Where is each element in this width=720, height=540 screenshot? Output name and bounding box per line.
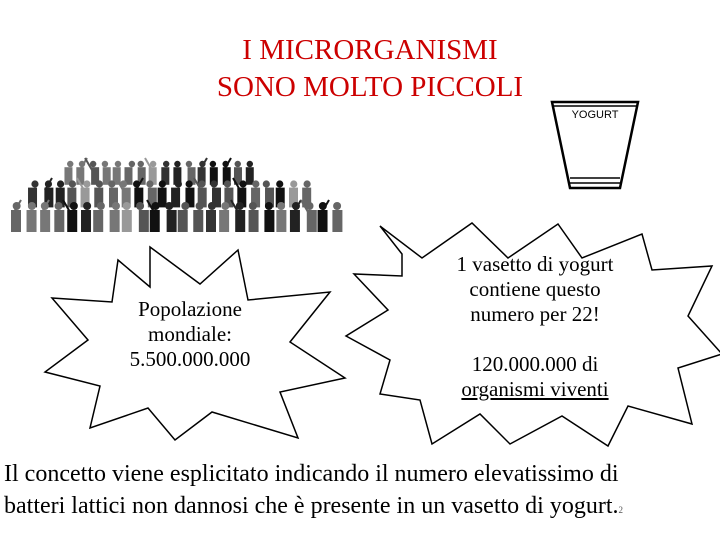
- crowd-person-body: [290, 210, 300, 232]
- crowd-person-head: [70, 202, 78, 210]
- crowd-person-body: [167, 210, 177, 232]
- organism-count-value: 120.000.000: [471, 352, 577, 376]
- caption-line-2: batteri lattici non dannosi che è presente in un vasetto di yogurt.: [4, 493, 619, 519]
- crowd-person-head: [67, 161, 73, 167]
- crowd-person-head: [210, 180, 217, 187]
- population-label-line-2: mondiale:: [148, 322, 232, 346]
- crowd-person-head: [138, 161, 144, 167]
- crowd-person-head: [146, 180, 153, 187]
- crowd-person-head: [249, 202, 257, 210]
- crowd-person-head: [83, 180, 90, 187]
- crowd-person-body: [122, 210, 132, 232]
- crowd-person-head: [333, 202, 341, 210]
- population-value: 5.500.000.000: [129, 347, 251, 371]
- organism-count-suffix: di: [581, 352, 599, 376]
- crowd-person-body: [40, 210, 50, 232]
- crowd-person-body: [307, 210, 317, 232]
- yogurt-label: YOGURT: [571, 109, 619, 121]
- crowd-person-head: [247, 161, 253, 167]
- title-line-1: I MICRORGANISMI: [242, 34, 498, 66]
- crowd-person-head: [210, 161, 216, 167]
- crowd-person-body: [246, 167, 254, 185]
- crowd-person-body: [219, 210, 229, 232]
- crowd-person-head: [31, 180, 38, 187]
- crowd-person-head: [221, 202, 229, 210]
- crowd-person-body: [93, 210, 103, 232]
- crowd-person-head: [175, 180, 182, 187]
- crowd-person-body: [150, 210, 160, 232]
- crowd-person-head: [115, 161, 121, 167]
- crowd-person-head: [55, 202, 63, 210]
- crowd-person-head: [181, 202, 189, 210]
- crowd-person-head: [174, 161, 180, 167]
- crowd-person-body: [54, 210, 64, 232]
- title-line-2: SONO MOLTO PICCOLI: [216, 71, 524, 103]
- crowd-person-body: [81, 210, 91, 232]
- crowd-person-body: [276, 210, 286, 232]
- crowd-person-head: [163, 161, 169, 167]
- crowd-person-body: [249, 210, 259, 232]
- crowd-person-head: [186, 180, 193, 187]
- crowd-person-head: [57, 180, 64, 187]
- yogurt-cup-illustration: [550, 88, 640, 192]
- crowd-person-head: [277, 202, 285, 210]
- organism-count-text: [405, 352, 665, 402]
- crowd-person-body: [264, 210, 274, 232]
- comparison-line-2: contiene questo: [469, 277, 601, 301]
- crowd-person-body: [178, 210, 188, 232]
- crowd-person-body: [27, 210, 37, 232]
- crowd-person-head: [290, 180, 297, 187]
- crowd-person-head: [69, 180, 76, 187]
- crowd-person-head: [224, 180, 231, 187]
- crowd-person-body: [139, 210, 149, 232]
- caption-line-1: Il concetto viene esplicitato indicando il numero elevatissimo di: [4, 461, 619, 487]
- crowd-person-head: [112, 202, 120, 210]
- crowd-person-head: [186, 161, 192, 167]
- yogurt-comparison-text: [405, 252, 665, 327]
- crowd-person-head: [136, 202, 144, 210]
- crowd-person-head: [196, 202, 204, 210]
- crowd-person-body: [110, 210, 120, 232]
- crowd-person-head: [123, 202, 131, 210]
- crowd-person-head: [304, 180, 311, 187]
- crowd-person-head: [235, 161, 241, 167]
- comparison-line-1: 1 vasetto di yogurt: [456, 252, 614, 276]
- slide-title: [140, 32, 600, 106]
- crowd-person-body: [193, 210, 203, 232]
- crowd-person-body: [235, 210, 245, 232]
- crowd-person-head: [208, 202, 216, 210]
- crowd-person-head: [165, 202, 173, 210]
- crowd-person-head: [96, 180, 103, 187]
- crowd-person-head: [276, 180, 283, 187]
- world-population-text: [110, 297, 270, 372]
- crowd-illustration: [8, 148, 348, 250]
- crowd-person-body: [11, 210, 21, 232]
- crowd-person-head: [129, 161, 135, 167]
- crowd-person-head: [28, 202, 36, 210]
- organism-count-label: organismi viventi: [461, 377, 609, 401]
- crowd-person-head: [252, 180, 259, 187]
- crowd-person-body: [206, 210, 216, 232]
- crowd-person-head: [159, 180, 166, 187]
- crowd-person-head: [263, 180, 270, 187]
- crowd-person-head: [265, 202, 273, 210]
- crowd-person-head: [102, 161, 108, 167]
- population-label-line-1: Popolazione: [138, 297, 242, 321]
- slide-caption: [4, 458, 714, 526]
- crowd-person-body: [318, 210, 328, 232]
- page-number: 2: [618, 505, 623, 515]
- crowd-person-head: [97, 202, 105, 210]
- crowd-person-body: [67, 210, 77, 232]
- crowd-person-head: [83, 202, 91, 210]
- crowd-person-head: [239, 180, 246, 187]
- crowd-person-head: [108, 180, 115, 187]
- comparison-line-3: numero per 22!: [470, 302, 600, 326]
